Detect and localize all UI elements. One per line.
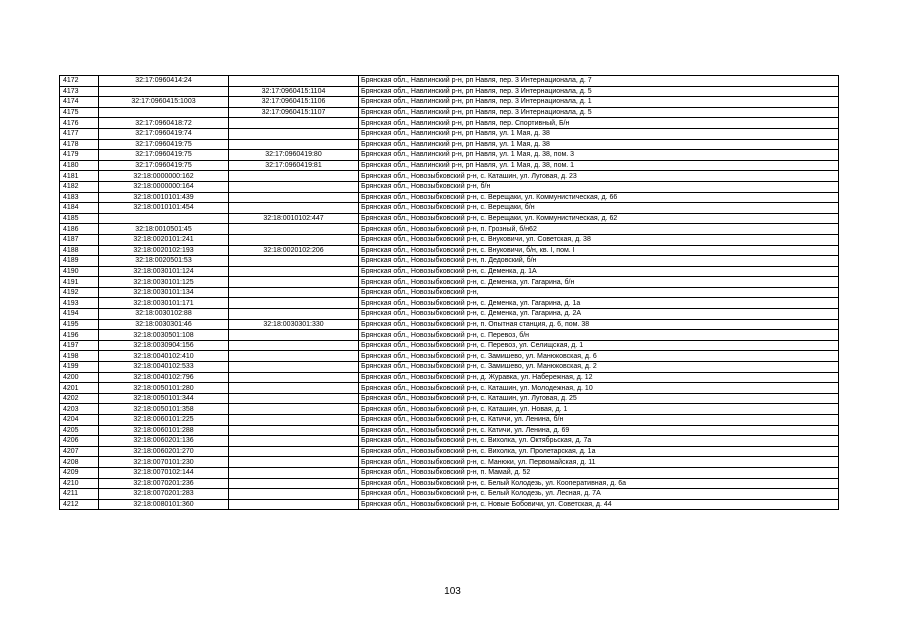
row-number-cell: 4210 (60, 478, 99, 489)
table-row (60, 277, 839, 288)
table-row (60, 171, 839, 182)
room-cadastral-number-cell (229, 256, 359, 267)
room-cadastral-number-cell (229, 393, 359, 404)
address-cell: Брянская обл., Новозыбковский р-н, с. Вихолка, ул. Октябрьская, д. 7а (359, 436, 839, 447)
row-number-cell: 4185 (60, 213, 99, 224)
room-cadastral-number-cell (229, 436, 359, 447)
address-cell: Брянская обл., Новозыбковский р-н, с. Деменка, ул. Гагарина, д. 2А (359, 309, 839, 320)
row-number-cell: 4207 (60, 446, 99, 457)
row-number-cell: 4182 (60, 181, 99, 192)
cadastral-number-cell: 32:18:0060201:270 (99, 446, 229, 457)
room-cadastral-number-cell (229, 415, 359, 426)
row-number-cell: 4178 (60, 139, 99, 150)
cadastral-number-cell: 32:18:0030101:124 (99, 266, 229, 277)
address-cell: Брянская обл., Навлинский р-н, рп Навля, пер. 3 Интернационала, д. 5 (359, 86, 839, 97)
table-row (60, 107, 839, 118)
room-cadastral-number-cell (229, 277, 359, 288)
address-cell: Брянская обл., Новозыбковский р-н, д. Журавка, ул. Набережная, д. 12 (359, 372, 839, 383)
address-cell: Брянская обл., Новозыбковский р-н, с. Каташин, ул. Молодежная, д. 10 (359, 383, 839, 394)
cadastral-number-cell: 32:18:0050101:344 (99, 393, 229, 404)
room-cadastral-number-cell (229, 118, 359, 129)
address-cell: Брянская обл., Навлинский р-н, рп Навля, пер. 3 Интернационала, д. 1 (359, 97, 839, 108)
row-number-cell: 4208 (60, 457, 99, 468)
table-row (60, 203, 839, 214)
address-cell: Брянская обл., Новозыбковский р-н, п. Опытная станция, д. 6, пом. 38 (359, 319, 839, 330)
table-row (60, 181, 839, 192)
row-number-cell: 4212 (60, 499, 99, 510)
room-cadastral-number-cell (229, 181, 359, 192)
cadastral-number-cell: 32:18:0030301:46 (99, 319, 229, 330)
table-row (60, 383, 839, 394)
room-cadastral-number-cell (229, 171, 359, 182)
address-cell: Брянская обл., Новозыбковский р-н, с. Катичи, ул. Ленина, д. 69 (359, 425, 839, 436)
address-cell: Брянская обл., Новозыбковский р-н, б/н (359, 181, 839, 192)
table-row (60, 340, 839, 351)
room-cadastral-number-cell (229, 340, 359, 351)
row-number-cell: 4205 (60, 425, 99, 436)
table-row (60, 467, 839, 478)
address-cell: Брянская обл., Новозыбковский р-н, с. Замишево, ул. Манюковская, д. 2 (359, 362, 839, 373)
room-cadastral-number-cell (229, 287, 359, 298)
address-cell: Брянская обл., Навлинский р-н, рп Навля, ул. 1 Мая, д. 38, пом. 1 (359, 160, 839, 171)
address-cell: Брянская обл., Новозыбковский р-н, с. Манюки, ул. Первомайская, д. 11 (359, 457, 839, 468)
room-cadastral-number-cell: 32:18:0010102:447 (229, 213, 359, 224)
cadastral-number-cell: 32:18:0030101:125 (99, 277, 229, 288)
room-cadastral-number-cell: 32:18:0020102:206 (229, 245, 359, 256)
address-cell: Брянская обл., Новозыбковский р-н, с. Каташин, ул. Луговая, д. 25 (359, 393, 839, 404)
cadastral-number-cell: 32:18:0030904:156 (99, 340, 229, 351)
cadastral-number-cell: 32:18:0040102:533 (99, 362, 229, 373)
table-row (60, 404, 839, 415)
room-cadastral-number-cell (229, 457, 359, 468)
table-row (60, 499, 839, 510)
room-cadastral-number-cell: 32:17:0960415:1104 (229, 86, 359, 97)
room-cadastral-number-cell (229, 362, 359, 373)
address-cell: Брянская обл., Навлинский р-н, рп Навля, ул. 1 Мая, д. 38 (359, 139, 839, 150)
room-cadastral-number-cell (229, 499, 359, 510)
row-number-cell: 4201 (60, 383, 99, 394)
table-body (60, 76, 839, 510)
row-number-cell: 4204 (60, 415, 99, 426)
address-cell: Брянская обл., Новозыбковский р-н, п. Грозный, б/н62 (359, 224, 839, 235)
cadastral-number-cell: 32:18:0010101:454 (99, 203, 229, 214)
table-row (60, 150, 839, 161)
cadastral-number-cell: 32:17:0960419:75 (99, 150, 229, 161)
row-number-cell: 4177 (60, 128, 99, 139)
table-row (60, 489, 839, 500)
page-number: 103 (444, 586, 461, 597)
address-cell: Брянская обл., Новозыбковский р-н, с. Внуковичи, ул. Советская, д. 38 (359, 234, 839, 245)
table-row (60, 446, 839, 457)
address-cell: Брянская обл., Новозыбковский р-н, с. Деменка, ул. Гагарина, б/н (359, 277, 839, 288)
row-number-cell: 4200 (60, 372, 99, 383)
room-cadastral-number-cell (229, 266, 359, 277)
row-number-cell: 4190 (60, 266, 99, 277)
table-row (60, 97, 839, 108)
room-cadastral-number-cell (229, 203, 359, 214)
row-number-cell: 4197 (60, 340, 99, 351)
row-number-cell: 4193 (60, 298, 99, 309)
cadastral-number-cell: 32:17:0960419:75 (99, 160, 229, 171)
room-cadastral-number-cell (229, 351, 359, 362)
room-cadastral-number-cell (229, 76, 359, 87)
address-cell: Брянская обл., Новозыбковский р-н, с. Верещаки, ул. Коммунистическая, д. 62 (359, 213, 839, 224)
cadastral-number-cell: 32:18:0080101:360 (99, 499, 229, 510)
address-cell: Брянская обл., Новозыбковский р-н, (359, 287, 839, 298)
room-cadastral-number-cell (229, 298, 359, 309)
table-row (60, 256, 839, 267)
room-cadastral-number-cell (229, 446, 359, 457)
cadastral-number-cell: 32:17:0960419:74 (99, 128, 229, 139)
address-cell: Брянская обл., Новозыбковский р-н, с. Верещаки, ул. Коммунистическая, д. 66 (359, 192, 839, 203)
table-row (60, 393, 839, 404)
address-cell: Брянская обл., Навлинский р-н, рп Навля, пер. Спортивный, Б/н (359, 118, 839, 129)
row-number-cell: 4211 (60, 489, 99, 500)
cadastral-number-cell: 32:17:0960419:75 (99, 139, 229, 150)
address-cell: Брянская обл., Новозыбковский р-н, п. Дедовский, б/н (359, 256, 839, 267)
cadastral-number-cell: 32:18:0070201:283 (99, 489, 229, 500)
cadastral-number-cell: 32:18:0030501:108 (99, 330, 229, 341)
cadastral-number-cell: 32:18:0020501:53 (99, 256, 229, 267)
address-cell: Брянская обл., Навлинский р-н, рп Навля, ул. 1 Мая, д. 38 (359, 128, 839, 139)
cadastral-number-cell: 32:18:0040102:410 (99, 351, 229, 362)
table-row (60, 457, 839, 468)
room-cadastral-number-cell (229, 234, 359, 245)
room-cadastral-number-cell (229, 224, 359, 235)
row-number-cell: 4181 (60, 171, 99, 182)
cadastral-number-cell: 32:18:0030102:88 (99, 309, 229, 320)
room-cadastral-number-cell (229, 383, 359, 394)
address-cell: Брянская обл., Навлинский р-н, рп Навля, ул. 1 Мая, д. 38, пом. 3 (359, 150, 839, 161)
room-cadastral-number-cell (229, 330, 359, 341)
address-cell: Брянская обл., Новозыбковский р-н, с. Внуковичи, б/н, кв. I, пом. I (359, 245, 839, 256)
table-row (60, 128, 839, 139)
table-row (60, 192, 839, 203)
table-row (60, 362, 839, 373)
cadastral-number-cell: 32:18:0010501:45 (99, 224, 229, 235)
row-number-cell: 4189 (60, 256, 99, 267)
row-number-cell: 4199 (60, 362, 99, 373)
cadastral-number-cell: 32:18:0000000:164 (99, 181, 229, 192)
room-cadastral-number-cell: 32:17:0960415:1107 (229, 107, 359, 118)
cadastral-number-cell (99, 213, 229, 224)
table-row (60, 330, 839, 341)
cadastral-number-cell: 32:18:0070201:236 (99, 478, 229, 489)
room-cadastral-number-cell (229, 128, 359, 139)
cadastral-number-cell: 32:18:0060101:288 (99, 425, 229, 436)
room-cadastral-number-cell (229, 404, 359, 415)
table-row (60, 160, 839, 171)
row-number-cell: 4172 (60, 76, 99, 87)
table-row (60, 415, 839, 426)
row-number-cell: 4206 (60, 436, 99, 447)
cadastral-number-cell: 32:18:0070101:230 (99, 457, 229, 468)
cadastral-number-cell: 32:18:0030101:171 (99, 298, 229, 309)
table-row (60, 425, 839, 436)
address-cell: Брянская обл., Навлинский р-н, рп Навля, пер. 3 Интернационала, д. 5 (359, 107, 839, 118)
address-cell: Брянская обл., Новозыбковский р-н, с. Деменка, д. 1А (359, 266, 839, 277)
row-number-cell: 4183 (60, 192, 99, 203)
table-row (60, 213, 839, 224)
row-number-cell: 4174 (60, 97, 99, 108)
cadastral-number-cell: 32:18:0060201:136 (99, 436, 229, 447)
cadastral-number-cell: 32:18:0020102:193 (99, 245, 229, 256)
table-row (60, 234, 839, 245)
address-cell: Брянская обл., Новозыбковский р-н, с. Деменка, ул. Гагарина, д. 1а (359, 298, 839, 309)
address-cell: Брянская обл., Новозыбковский р-н, с. Каташин, ул. Луговая, д. 23 (359, 171, 839, 182)
table-row (60, 224, 839, 235)
cadastral-number-cell: 32:18:0010101:439 (99, 192, 229, 203)
row-number-cell: 4175 (60, 107, 99, 118)
table-row (60, 319, 839, 330)
row-number-cell: 4191 (60, 277, 99, 288)
address-cell: Брянская обл., Новозыбковский р-н, с. Каташин, ул. Новая, д. 1 (359, 404, 839, 415)
row-number-cell: 4187 (60, 234, 99, 245)
room-cadastral-number-cell (229, 489, 359, 500)
table-row (60, 309, 839, 320)
table-row (60, 245, 839, 256)
room-cadastral-number-cell (229, 139, 359, 150)
room-cadastral-number-cell (229, 372, 359, 383)
cadastral-number-cell: 32:18:0030101:134 (99, 287, 229, 298)
row-number-cell: 4196 (60, 330, 99, 341)
property-table (59, 75, 839, 510)
row-number-cell: 4198 (60, 351, 99, 362)
table-row (60, 118, 839, 129)
address-cell: Брянская обл., Новозыбковский р-н, с. Катичи, ул. Ленина, б/н (359, 415, 839, 426)
address-cell: Брянская обл., Новозыбковский р-н, с. Перевоз, б/н (359, 330, 839, 341)
cadastral-number-cell: 32:17:0960418:72 (99, 118, 229, 129)
address-cell: Брянская обл., Новозыбковский р-н, с. Белый Колодезь, ул. Лесная, д. 7А (359, 489, 839, 500)
table-row (60, 86, 839, 97)
row-number-cell: 4195 (60, 319, 99, 330)
table-row (60, 76, 839, 87)
room-cadastral-number-cell (229, 309, 359, 320)
address-cell: Брянская обл., Новозыбковский р-н, с. Перевоз, ул. Селищская, д. 1 (359, 340, 839, 351)
table-row (60, 298, 839, 309)
room-cadastral-number-cell (229, 192, 359, 203)
table-row (60, 139, 839, 150)
address-cell: Брянская обл., Навлинский р-н, рп Навля, пер. 3 Интернационала, д. 7 (359, 76, 839, 87)
table-row (60, 287, 839, 298)
cadastral-number-cell: 32:18:0050101:358 (99, 404, 229, 415)
table-row (60, 372, 839, 383)
room-cadastral-number-cell: 32:17:0960415:1106 (229, 97, 359, 108)
row-number-cell: 4202 (60, 393, 99, 404)
room-cadastral-number-cell (229, 467, 359, 478)
row-number-cell: 4188 (60, 245, 99, 256)
room-cadastral-number-cell: 32:17:0960419:81 (229, 160, 359, 171)
table-row (60, 351, 839, 362)
row-number-cell: 4209 (60, 467, 99, 478)
row-number-cell: 4173 (60, 86, 99, 97)
cadastral-number-cell: 32:18:0040102:796 (99, 372, 229, 383)
row-number-cell: 4176 (60, 118, 99, 129)
row-number-cell: 4194 (60, 309, 99, 320)
cadastral-number-cell: 32:17:0960415:1003 (99, 97, 229, 108)
cadastral-number-cell: 32:17:0960414:24 (99, 76, 229, 87)
row-number-cell: 4192 (60, 287, 99, 298)
room-cadastral-number-cell: 32:17:0960419:80 (229, 150, 359, 161)
table-row (60, 436, 839, 447)
address-cell: Брянская обл., Новозыбковский р-н, с. Вихолка, ул. Пролетарская, д. 1а (359, 446, 839, 457)
cadastral-number-cell: 32:18:0050101:280 (99, 383, 229, 394)
row-number-cell: 4186 (60, 224, 99, 235)
room-cadastral-number-cell (229, 425, 359, 436)
address-cell: Брянская обл., Новозыбковский р-н, с. Новые Бобовичи, ул. Советская, д. 44 (359, 499, 839, 510)
row-number-cell: 4184 (60, 203, 99, 214)
row-number-cell: 4180 (60, 160, 99, 171)
cadastral-number-cell: 32:18:0060101:225 (99, 415, 229, 426)
room-cadastral-number-cell: 32:18:0030301:330 (229, 319, 359, 330)
address-cell: Брянская обл., Новозыбковский р-н, с. Верещаки, б/н (359, 203, 839, 214)
address-cell: Брянская обл., Новозыбковский р-н, с. Белый Колодезь, ул. Кооперативная, д. 6а (359, 478, 839, 489)
address-cell: Брянская обл., Новозыбковский р-н, с. Замишево, ул. Манюковская, д. 6 (359, 351, 839, 362)
cadastral-number-cell: 32:18:0020101:241 (99, 234, 229, 245)
cadastral-number-cell (99, 86, 229, 97)
room-cadastral-number-cell (229, 478, 359, 489)
table-row (60, 266, 839, 277)
table-row (60, 478, 839, 489)
address-cell: Брянская обл., Новозыбковский р-н, п. Мамай, д. 52 (359, 467, 839, 478)
cadastral-number-cell (99, 107, 229, 118)
cadastral-number-cell: 32:18:0000000:162 (99, 171, 229, 182)
row-number-cell: 4203 (60, 404, 99, 415)
row-number-cell: 4179 (60, 150, 99, 161)
cadastral-number-cell: 32:18:0070102:144 (99, 467, 229, 478)
